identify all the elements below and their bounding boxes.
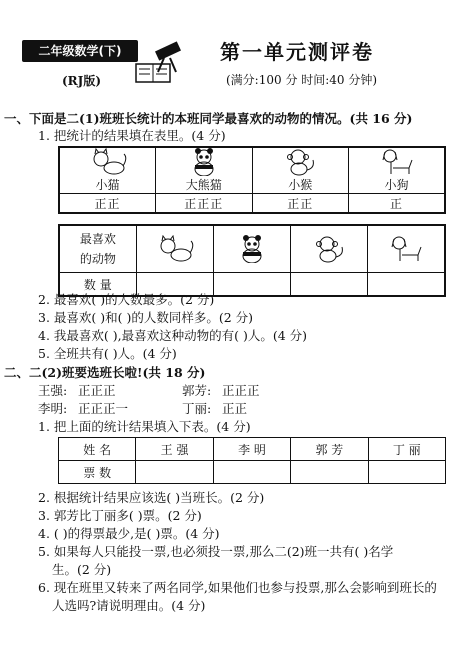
cell-monkey [252, 147, 349, 194]
s1-question-1: 1. 把统计的结果填在表里。(4 分) [38, 128, 226, 143]
animal-label-cat: 小猫 [95, 178, 120, 192]
panda-icon [234, 235, 270, 263]
vote-header-ding: 丁 丽 [368, 438, 445, 461]
vote-tally-ding: 正正 [222, 401, 248, 416]
count-input-panda[interactable] [213, 273, 290, 297]
s2-question-5-line1: 5. 如果每人只能投一票,也必须投一票,那么二(2)班一共有( )名学 [38, 544, 394, 559]
tally-dog: 正 [349, 194, 446, 214]
book-telescope-illustration [130, 38, 186, 86]
count-dog-icon-cell [368, 225, 445, 273]
vote-name-guo: 郭芳: [182, 383, 212, 398]
count-row-label: 数 量 [59, 273, 136, 297]
cell-dog [349, 147, 446, 194]
tally-monkey: 正正 [252, 194, 349, 214]
count-monkey-icon-cell [291, 225, 368, 273]
dog-icon [388, 235, 424, 263]
exam-meta: (满分:100 分 时间:40 分钟) [226, 73, 378, 87]
edition-label: (RJ版) [62, 74, 102, 88]
count-panda-icon-cell [213, 225, 290, 273]
cat-icon [155, 235, 195, 263]
animal-label-panda: 大熊猫 [185, 178, 222, 192]
vote-name-wang: 王强: [38, 383, 68, 398]
animal-label-monkey: 小猴 [288, 178, 313, 192]
vote-tally-guo: 正正正 [222, 383, 260, 398]
cell-panda [156, 147, 253, 194]
s2-question-1: 1. 把上面的统计结果填入下表。(4 分) [38, 419, 251, 434]
vote-name-ding: 丁丽: [182, 401, 212, 416]
favorite-animal-header [59, 225, 136, 273]
vote-input-wang[interactable] [136, 461, 213, 484]
vote-input-ding[interactable] [368, 461, 445, 484]
favorite-animal-label: 最喜欢的动物 [79, 232, 116, 266]
panda-icon [186, 148, 222, 176]
vote-tally-wang: 正正正 [78, 383, 116, 398]
s1-question-5: 5. 全班共有( )人。(4 分) [38, 346, 177, 361]
s2-question-6-line2: 人选吗?请说明理由。(4 分) [52, 598, 206, 613]
vote-input-li[interactable] [213, 461, 290, 484]
s2-question-2: 2. 根据统计结果应该选( )当班长。(2 分) [38, 490, 265, 505]
s2-question-5-line2: 生。(2 分) [52, 562, 112, 577]
tally-table [58, 146, 446, 214]
count-input-dog[interactable] [368, 273, 445, 297]
monkey-icon [282, 148, 318, 176]
tally-cat: 正正 [59, 194, 156, 214]
dog-icon [379, 148, 415, 176]
vote-header-li: 李 明 [213, 438, 290, 461]
vote-input-guo[interactable] [291, 461, 368, 484]
vote-header-name: 姓 名 [59, 438, 136, 461]
s1-question-3: 3. 最喜欢( )和( )的人数同样多。(2 分) [38, 310, 254, 325]
section2-heading: 二、二(2)班要选班长啦!(共 18 分) [4, 365, 206, 380]
cell-cat [59, 147, 156, 194]
s2-question-4: 4. ( )的得票最少,是( )票。(4 分) [38, 526, 220, 541]
tally-panda: 正正正 [156, 194, 253, 214]
vote-name-li: 李明: [38, 401, 68, 416]
vote-row-label: 票 数 [59, 461, 136, 484]
count-input-monkey[interactable] [291, 273, 368, 297]
s1-question-2: 2. 最喜欢( )的人数最多。(2 分) [38, 292, 215, 307]
count-table [58, 224, 446, 297]
cat-icon [88, 148, 128, 176]
s1-question-4: 4. 我最喜欢( ),最喜欢这种动物的有( )人。(4 分) [38, 328, 308, 343]
monkey-icon [311, 235, 347, 263]
vote-tally-li: 正正正一 [78, 401, 129, 416]
count-cat-icon-cell [136, 225, 213, 273]
s2-question-6-line1: 6. 现在班里又转来了两名同学,如果他们也参与投票,那么会影响到班长的 [38, 580, 437, 595]
vote-header-guo: 郭 芳 [291, 438, 368, 461]
vote-table [58, 437, 446, 484]
s2-question-3: 3. 郭芳比丁丽多( )票。(2 分) [38, 508, 202, 523]
animal-label-dog: 小狗 [384, 178, 409, 192]
page-title: 第一单元测评卷 [220, 40, 374, 64]
vote-header-wang: 王 强 [136, 438, 213, 461]
section1-heading: 一、下面是二(1)班班长统计的本班同学最喜欢的动物的情况。(共 16 分) [4, 111, 413, 126]
grade-badge: 二年级数学(下) [22, 40, 138, 62]
